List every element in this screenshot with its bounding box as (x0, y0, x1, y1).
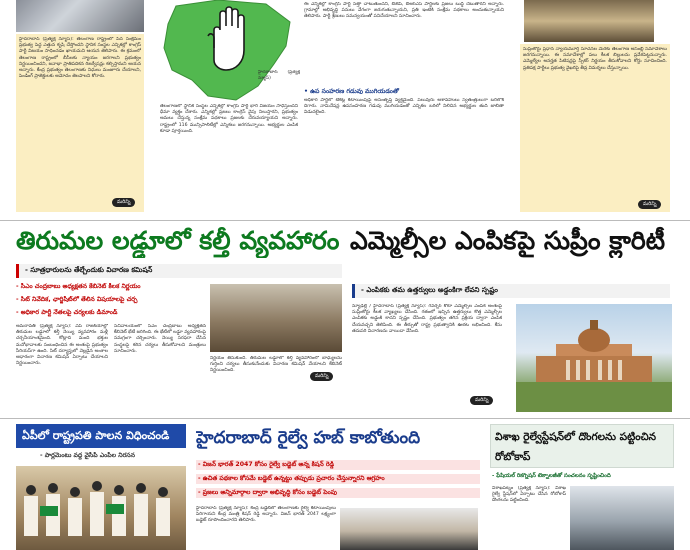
supreme-court-photo (516, 304, 672, 412)
tirumala-bullet-1: - సీఎం చంద్రబాబు అధ్యక్షతన కేబినెట్ కీలక నిర్ణయం (16, 283, 141, 290)
hyd-bullet-1: - విజన్ భారత్ 2047 కోసం రైల్వే బడ్జెట్ అన్న కిషన్ రెడ్డి (196, 460, 480, 470)
top-col1-more-button[interactable]: మరిన్ని (112, 198, 135, 207)
mlc-text: న్యూఢిల్లీ / హైదరాబాద్ (ప్రత్యక్ష న్యూస్): గవర్నర్ కోటా ఎమ్మెల్సీల ఎంపిక అంశంపై సుప్రీంకోర్టు కీలక వ్యాఖ్యలు చేసింది. గతంలో ఇచ్చిన ఉత్తర్వులు కొత్త ఎమ్మెల్సీల ఎంపికకు అడ్డంకి కాదని స్పష్టం చేసింది. ప్రభుత్వం తగిన ప్రక్రియ ద్వారా ఎంపిక చేయవచ్చని తెలిపింది. ఈ తీర్పుతో రాష్ట్ర ప్రభుత్వానికి ఊరట లభించింది. కేసు తదుపరి విచారణను వాయిదా వేసింది. (352, 304, 502, 334)
top-col1-box (16, 34, 144, 212)
hyd-bullet-3: - ప్రజలు అన్నిమార్గాల ద్వారా అభివృద్ధి కోసం బడ్జెట్ పెంపు (196, 488, 480, 498)
telangana-map-graphic (158, 0, 298, 102)
bottom-top-rule (0, 418, 690, 419)
top-left-photo (16, 0, 144, 32)
robocop-photo (570, 486, 674, 550)
top-col4-text: సుప్రీంకోర్టు ప్రధాన న్యాయమూర్తి సూచనల మేరకు తెలంగాణ అసెంబ్లీ సమావేశాలు జరగనున్నాయి. ఈ సమావేశాల్లో పలు కీలక బిల్లులను ప్రవేశపెట్టనున్నారు. ఎమ్మెల్యేల అనర్హత పిటిషన్లపై స్పీకర్ నిర్ణయం తీసుకోవాలని కోర్టు సూచించింది. ప్రతిపక్ష పార్టీలు ప్రభుత్వ వైఖరిపై తీవ్ర విమర్శలు చేస్తున్నాయి. (523, 47, 667, 71)
telangana-map-svg (158, 0, 298, 102)
top-right-photo (524, 0, 654, 42)
ap-headline-box (16, 424, 186, 448)
top-col4-more-button[interactable]: మరిన్ని (638, 200, 661, 209)
tirumala-photo-caption: నిర్ణయం తీసుకుంది. తిరుమల లడ్డూలో కల్తీ వ్యవహారంలో బాధ్యులను గుర్తించి చర్యలు తీసుకునేందుకు విచారణ కమిషన్ వేయాలని కేబినెట్ నిర్ణయించింది. (210, 356, 342, 374)
mid-top-rule (0, 220, 690, 221)
ap-subhead: - పార్లమెంటు వద్ద వైసీపీ ఎంపీల నిరసన (40, 452, 135, 459)
map-caption: హైదరాబాద్ (ప్రత్యక్ష న్యూస్) (258, 70, 300, 82)
tirumala-headline: తిరుమల లడ్డూలో కల్తీ వ్యవహారం (16, 226, 340, 255)
hyd-bullet-2: - ఉచిత పథకాల కోసమే బడ్జెట్ ఉన్నట్టు తప్పుడు ప్రచారం చేస్తున్నారని ఆగ్రహం (196, 474, 480, 484)
vizag-headline-box (490, 424, 674, 468)
tirumala-subhead: - సూత్రధారులను తేల్చేందుకు విచారణ కమిషన్ (16, 264, 342, 278)
hyd-headline: హైదరాబాద్ రైల్వే హబ్ కాబోతుంది (196, 428, 421, 448)
protesters-illustration (16, 466, 186, 550)
tirumala-more-button[interactable]: మరిన్ని (310, 372, 333, 381)
vizag-subhead: - ఫేషియల్ రికగ్నిషన్ టెక్నాలజీతో సంచలనం సృష్టించింది (492, 473, 611, 479)
top-col1-text: హైదరాబాద్ (ప్రత్యక్ష న్యూస్): తెలంగాణ రాష్ట్రంలో పేద సంక్షేమం ప్రభుత్వ పెద్ద ఎత్తున కృషి చేస్తోందని స్థానిక సంస్థల ఎన్నికల్లో కాంగ్రెస్ పార్టీ విజయం సాధించడం ఖాయమని ఆయన తెలిపారు. ఈ క్రమంలో తెలంగాణ రాష్ట్రంలో బీసీలకు న్యాయం జరగాలని ప్రభుత్వం నిర్ణయించిందని, జనాభా ప్రాతిపదికన రిజర్వేషన్లు కల్పిస్తామని ఆయన అన్నారు. కేంద్ర ప్రభుత్వం తెలంగాణకు నిధులు మంజూరు చేయాలని, పెండింగ్ ప్రాజెక్టులకు ఆమోదం తెలపాలని కోరారు. (19, 37, 141, 80)
vizag-text: విశాఖపట్నం (ప్రత్యక్ష న్యూస్): విశాఖ రైల్వే స్టేషన్‌లో ఏర్పాటు చేసిన రోబోకాప్ దొంగలను పట్టించింది. (492, 486, 566, 504)
mlc-more-button[interactable]: మరిన్ని (470, 396, 493, 405)
hyd-text: హైదరాబాద్ (ప్రత్యక్ష న్యూస్): కేంద్ర బడ్జెట్‌లో తెలంగాణకు రైల్వే కేటాయింపులు పెరిగాయని కేంద్ర మంత్రి కిషన్ రెడ్డి అన్నారు. విజన్ భారత్ 2047 లక్ష్యంగా బడ్జెట్ రూపొందించారని తెలిపారు. (196, 506, 336, 524)
top-col3-text: ఈ ఎన్నికల్లో కాంగ్రెస్ పార్టీ సత్తా చాటుతుందని, బీజేపీ, బీఆర్ఎస్ పార్టీలకు ప్రజలు బుద్ధి చెబుతారని అన్నారు. గ్రామాల్లో అభివృద్ధి పనులు వేగంగా జరుగుతున్నాయని, ప్రతి ఇంటికి సంక్షేమ పథకాలు అందుతున్నాయని తెలిపారు. పార్టీ శ్రేణులు సమన్వయంతో పనిచేయాలని సూచించారు. (304, 2, 504, 20)
top-col2-text: తెలంగాణలో స్థానిక సంస్థల ఎన్నికల్లో కాంగ్రెస్ పార్టీ భారీ విజయం సాధిస్తుందని ధీమా వ్యక్తం చేశారు. ఎన్నికల్లో ప్రజలు కాంగ్రెస్ వైపు నిలుస్తారని, ప్రభుత్వం అమలు చేస్తున్న సంక్షేమ పథకాలు ప్రజలకు చేరువయ్యాయని అన్నారు. రాష్ట్రంలో 116 మున్సిపాలిటీల్లో ఎన్నికలు జరగనున్నాయి. అభ్యర్థుల ఎంపిక కూడా పూర్తయింది. (160, 104, 298, 134)
tirumala-bullet-2: - సిట్ నివేదిక, ఛార్జిషీట్‌లో తేలిన విషయాలపై చర్చ (16, 296, 138, 303)
tirumala-bullet-3: - అధికార పార్టీ నేతలపై చర్యలకు డిమాండ్ (16, 309, 118, 316)
tirumala-text-left: అమరావతి (ప్రత్యక్ష న్యూస్): ఏపీ రాజకీయాల్లో తిరుమల లడ్డూలో కల్తీ నెయ్యి వ్యవహారం మళ్లీ చర్చనీయాంశమైంది. కోట్లాది మంది భక్తుల మనోభావాలకు సంబంధించిన ఈ అంశంపై ప్రభుత్వం సీరియస్‌గా ఉంది. సిట్ దర్యాప్తులో వెల్లడైన అంశాల ఆధారంగా విచారణ కమిషన్ ఏర్పాటు చేయాలని నిర్ణయించారు. (16, 324, 108, 367)
ysrcp-protest-photo (16, 466, 186, 550)
supreme-court-building-icon (516, 304, 672, 412)
ap-headline: ఏపీలో రాష్ట్రపతి పాలన విధించండి (22, 429, 170, 442)
top-col3-subhead: • ఉప సంహరణ గడువు ముగియడంతో (304, 88, 399, 95)
mlc-subhead: - ఎంపికకు తమ ఉత్తర్వులు అడ్డంకిగా లేవని స్పష్టం (352, 284, 670, 298)
tirumala-text-mid: సచివాలయంలో సీఎం చంద్రబాబు అధ్యక్షతన కేబినెట్ భేటీ జరిగింది. ఈ భేటీలో లడ్డూ వ్యవహారంపై సమగ్రంగా చర్చించారు. నెయ్యి సరఫరా చేసిన సంస్థలపై కఠిన చర్యలు తీసుకోవాలని మంత్రులు సూచించారు. (114, 324, 206, 354)
top-col3-text2: అధికార పార్టీలో టికెట్ల కేటాయింపుపై అసంతృప్తి వ్యక్తమైంది. పలువురు ఆశావహులు స్వతంత్రులుగా బరిలోకి దిగారు. నామినేషన్ల ఉపసంహరణ గడువు ముగియడంతో ఎన్నికల బరిలో నిలిచిన అభ్యర్థుల తుది జాబితా విడుదలైంది. (304, 98, 504, 116)
vizag-headline: విశాఖ రైల్వేస్టేషన్‌లో దొంగలను పట్టించిన రోబోకాప్ (495, 431, 656, 463)
top-col4-box (520, 44, 670, 212)
kishan-reddy-photo (340, 508, 478, 550)
cabinet-meeting-photo (210, 284, 342, 352)
mlc-headline: ఎమ్మెల్సీల ఎంపికపై సుప్రీం క్లారిటీ (350, 226, 666, 255)
